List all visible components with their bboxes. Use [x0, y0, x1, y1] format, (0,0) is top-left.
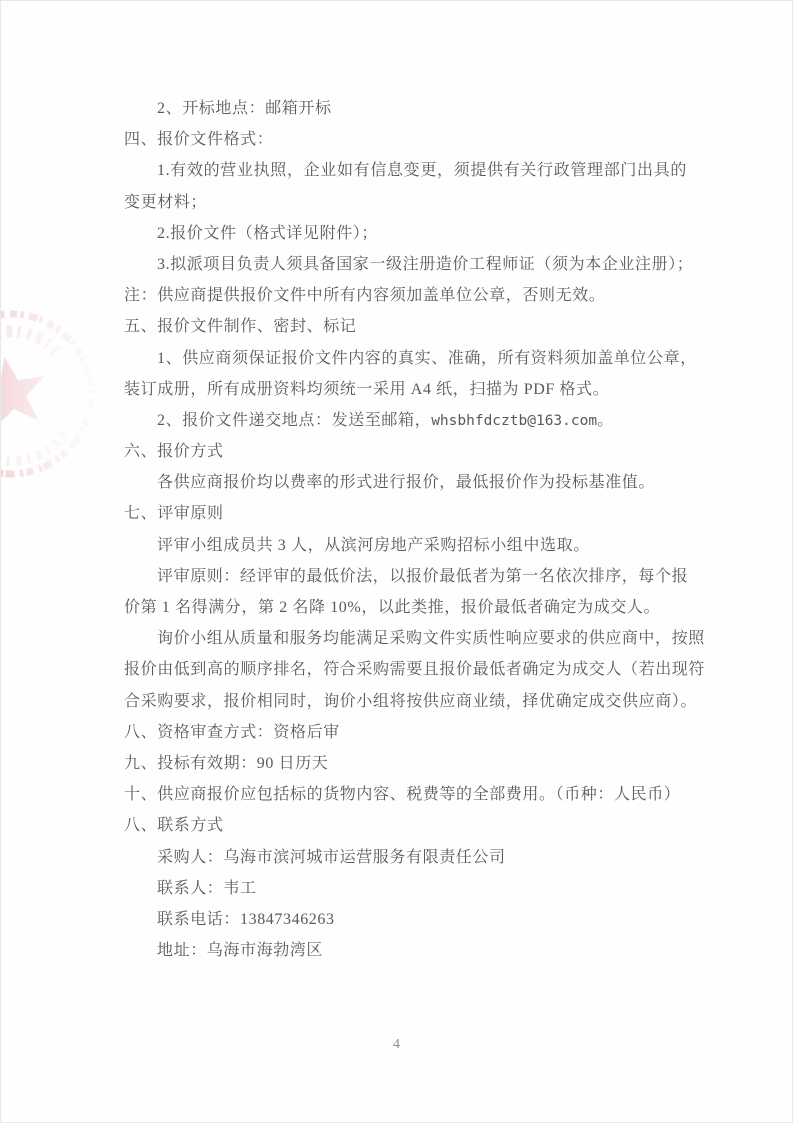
- heading-review-principles: 七、评审原则: [124, 505, 224, 523]
- heading-bid-validity: 九、投标有效期：90 日历天: [124, 754, 329, 772]
- line-quotation-file: 2.报价文件（格式详见附件）；: [157, 224, 379, 242]
- heading-price-inclusion: 十、供应商报价应包括标的货物内容、税费等的全部费用。（币种：人民币）: [124, 786, 681, 804]
- line-contact-phone: 联系电话：13847346263: [157, 910, 335, 928]
- line-quotation-rate: 各供应商报价均以费率的形式进行报价，最低报价作为投标基准值。: [157, 474, 656, 492]
- page-number: 4: [393, 1037, 400, 1052]
- email-suffix: 。: [597, 411, 614, 429]
- line-address: 地址：乌海市海勃湾区: [157, 942, 324, 960]
- line-contact-person: 联系人：韦工: [157, 879, 257, 897]
- line-purchaser: 采购人：乌海市滨河城市运营服务有限责任公司: [157, 848, 506, 866]
- document-body: [124, 93, 706, 966]
- heading-contact: 八、联系方式: [124, 817, 224, 835]
- seal-ring: [0, 301, 104, 486]
- heading-quotation-file-format: 四、报价文件格式：: [124, 131, 274, 149]
- line-inquiry-panel-3: 合采购要求，报价相同时，询价小组将按供应商业绩，择优确定成交供应商）。: [124, 692, 698, 710]
- seal-star-icon: [0, 350, 52, 430]
- seal-graphic: [0, 267, 138, 522]
- company-seal-stamp: [0, 267, 138, 522]
- seal-bottom-band: [0, 427, 72, 469]
- line-opening-location: 2、开标地点：邮箱开标: [157, 100, 332, 117]
- seal-arc-text-band: [0, 323, 59, 373]
- line-inquiry-panel-2: 报价由低到高的顺序排名，符合采购需要且报价最低者确定为成交人（若出现符: [124, 661, 706, 679]
- heading-file-preparation: 五、报价文件制作、密封、标记: [124, 318, 357, 336]
- line-business-license-2: 变更材料；: [124, 193, 208, 211]
- line-project-manager-cert: 3.拟派项目负责人须具备国家一级注册造价工程师证（须为本企业注册）；: [157, 255, 694, 273]
- email-address: whsbhfdcztb@163.com: [431, 412, 598, 429]
- line-file-authenticity-1: 1、供应商须保证报价文件内容的真实、准确，所有资料须加盖单位公章，: [157, 349, 697, 367]
- line-review-rule-1: 评审原则：经评审的最低价法，以报价最低者为第一名依次排序，每个报: [157, 567, 689, 585]
- line-note-seal-required: 注：供应商提供报价文件中所有内容须加盖单位公章，否则无效。: [124, 287, 606, 305]
- heading-qualification-review: 八、资格审查方式：资格后审: [124, 723, 340, 741]
- line-submission-address: [124, 405, 687, 436]
- line-review-rule-2: 价第 1 名得满分，第 2 名降 10%，以此类推，报价最低者确定为成交人。: [124, 599, 661, 616]
- line-inquiry-panel-1: 询价小组从质量和服务均能满足采购文件实质性响应要求的供应商中，按照: [157, 630, 705, 648]
- line-business-license-1: 1.有效的营业执照，企业如有信息变更，须提供有关行政管理部门出具的: [157, 162, 687, 180]
- submission-address-label: 2、报价文件递交地点：发送至邮箱，: [157, 411, 432, 429]
- heading-quotation-method: 六、报价方式: [124, 443, 224, 461]
- line-file-authenticity-2: 装订成册，所有成册资料均须统一采用 A4 纸，扫描为 PDF 格式。: [124, 380, 610, 398]
- line-review-panel: 评审小组成员共 3 人，从滨河房地产采购招标小组中选取。: [157, 536, 590, 554]
